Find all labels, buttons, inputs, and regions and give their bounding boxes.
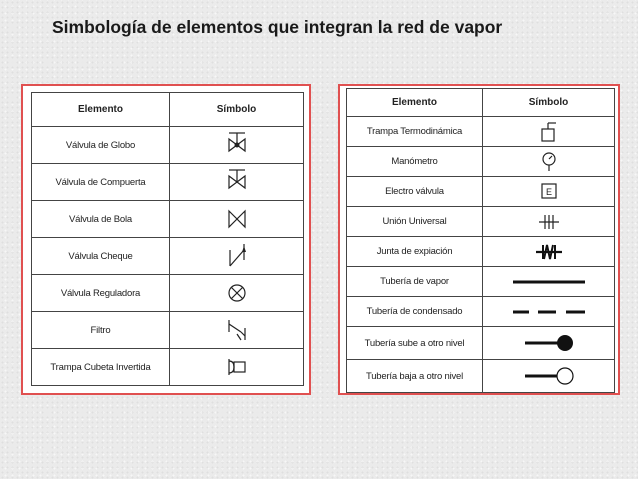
element-name: Trampa Cubeta Invertida bbox=[32, 349, 170, 386]
right-symbol-panel bbox=[338, 84, 620, 395]
element-name: Tubería de condensado bbox=[347, 297, 483, 327]
element-name: Válvula Cheque bbox=[32, 238, 170, 275]
element-name: Manómetro bbox=[347, 147, 483, 177]
element-name: Tubería sube a otro nivel bbox=[347, 327, 483, 360]
ball-valve-icon bbox=[226, 207, 248, 231]
table-row bbox=[32, 312, 304, 349]
union-fitting-icon bbox=[537, 211, 561, 233]
check-valve-icon bbox=[226, 242, 248, 270]
column-header-symbol: Símbolo bbox=[483, 89, 615, 117]
element-name: Filtro bbox=[32, 312, 170, 349]
table-row bbox=[347, 147, 615, 177]
column-header-element: Elemento bbox=[32, 93, 170, 127]
column-header-element: Elemento bbox=[347, 89, 483, 117]
regulating-valve-icon bbox=[226, 281, 248, 305]
filter-icon bbox=[226, 316, 248, 344]
pipe-drops-icon bbox=[521, 364, 577, 388]
element-name: Válvula Reguladora bbox=[32, 275, 170, 312]
thermodynamic-trap-icon bbox=[538, 120, 560, 144]
left-symbol-table bbox=[31, 92, 304, 386]
table-row bbox=[347, 237, 615, 267]
steam-pipe-line-icon bbox=[511, 275, 587, 289]
inverted-bucket-trap-icon bbox=[225, 354, 249, 380]
table-row bbox=[32, 164, 304, 201]
table-row bbox=[347, 360, 615, 393]
table-header-row bbox=[347, 89, 615, 117]
element-name: Tubería de vapor bbox=[347, 267, 483, 297]
column-header-symbol: Símbolo bbox=[170, 93, 304, 127]
table-row bbox=[32, 127, 304, 164]
table-header-row bbox=[32, 93, 304, 127]
table-row bbox=[32, 275, 304, 312]
table-row bbox=[347, 117, 615, 147]
solenoid-valve-icon bbox=[538, 180, 560, 204]
table-row bbox=[347, 297, 615, 327]
table-row bbox=[347, 177, 615, 207]
page-title: Simbología de elementos que integran la red de vapor bbox=[52, 17, 503, 37]
element-name: Electro válvula bbox=[347, 177, 483, 207]
table-row bbox=[347, 207, 615, 237]
table-row bbox=[32, 201, 304, 238]
gate-valve-icon bbox=[226, 168, 248, 196]
element-name: Válvula de Globo bbox=[32, 127, 170, 164]
table-row bbox=[347, 327, 615, 360]
left-symbol-panel bbox=[21, 84, 311, 395]
solenoid-valve-label: E bbox=[545, 186, 552, 197]
element-name: Unión Universal bbox=[347, 207, 483, 237]
element-name: Válvula de Bola bbox=[32, 201, 170, 238]
element-name: Trampa Termodinámica bbox=[347, 117, 483, 147]
globe-valve-icon bbox=[226, 131, 248, 159]
right-symbol-table bbox=[346, 88, 615, 393]
condensate-pipe-dashed-icon bbox=[511, 305, 587, 319]
table-row bbox=[32, 349, 304, 386]
pipe-rises-icon bbox=[521, 331, 577, 355]
element-name: Junta de expiación bbox=[347, 237, 483, 267]
expansion-joint-icon bbox=[534, 241, 564, 263]
element-name: Válvula de Compuerta bbox=[32, 164, 170, 201]
element-name: Tubería baja a otro nivel bbox=[347, 360, 483, 393]
table-row bbox=[347, 267, 615, 297]
pressure-gauge-icon bbox=[538, 150, 560, 174]
table-row bbox=[32, 238, 304, 275]
